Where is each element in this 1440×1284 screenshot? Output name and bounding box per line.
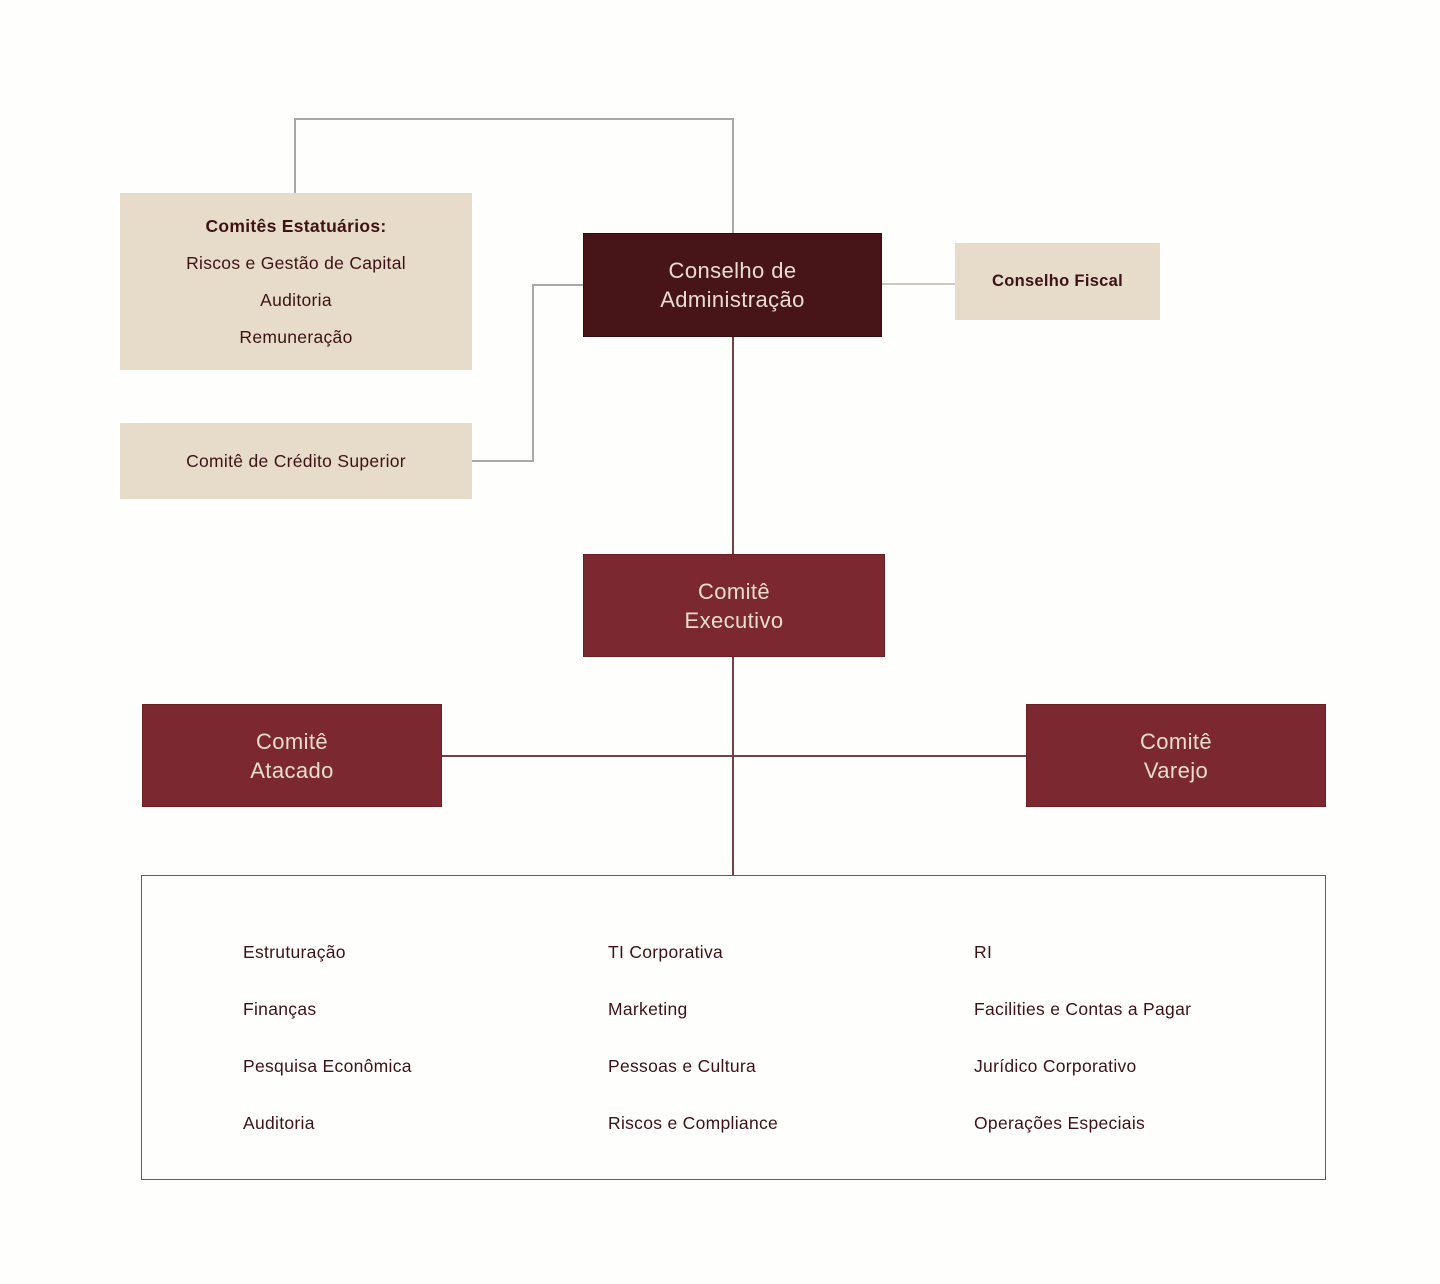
statutory-committee-item: Remuneração (239, 326, 353, 347)
departments-box (141, 875, 1326, 1180)
department-item: Operações Especiais (974, 1113, 1146, 1133)
statutory-committee-item: Auditoria (260, 289, 332, 310)
connector-credit-horizontal-bottom (472, 460, 534, 462)
wholesale-committee-label-line1: Comitê (255, 728, 329, 754)
connector-wholesale-retail (442, 755, 1026, 757)
connector-credit-horizontal-top (532, 284, 583, 286)
department-item: Jurídico Corporativo (974, 1056, 1137, 1076)
executive-committee-label-line2: Executivo (684, 607, 784, 633)
board-of-directors-label-line2: Administração (660, 287, 805, 312)
executive-committee-label-line1: Comitê (697, 578, 771, 604)
connector-executive-to-departments (732, 657, 734, 875)
statutory-committees-box (120, 193, 472, 370)
retail-committee-label-line1: Comitê (1139, 728, 1213, 754)
wholesale-committee-box (142, 704, 442, 807)
connector-board-to-fiscal (882, 283, 956, 285)
fiscal-council-label: Conselho Fiscal (991, 272, 1124, 290)
statutory-committees-title: Comitês Estatuários: (205, 215, 387, 236)
department-item: TI Corporativa (608, 942, 724, 962)
department-item: Finanças (243, 999, 317, 1019)
senior-credit-committee-box (120, 423, 472, 499)
retail-committee-box (1026, 704, 1326, 807)
board-of-directors-label-line1: Conselho de (668, 258, 797, 283)
fiscal-council-box (955, 243, 1160, 320)
connector-statutory-horizontal (294, 118, 734, 120)
department-item: Facilities e Contas a Pagar (974, 999, 1192, 1019)
department-item: RI (974, 942, 993, 962)
board-of-directors-box (583, 233, 882, 337)
department-item: Riscos e Compliance (608, 1113, 779, 1133)
departments-column-3 (974, 924, 1191, 1152)
connector-board-to-executive (732, 337, 734, 554)
connector-credit-vertical (532, 284, 534, 462)
connector-statutory-vertical (294, 118, 296, 195)
departments-column-1 (243, 924, 412, 1152)
executive-committee-box (583, 554, 885, 657)
wholesale-committee-label-line2: Atacado (250, 757, 334, 783)
departments-column-2 (608, 924, 778, 1152)
connector-board-top-vertical (732, 118, 734, 233)
department-item: Estruturação (243, 942, 346, 962)
retail-committee-label-line2: Varejo (1143, 757, 1209, 783)
senior-credit-committee-label: Comitê de Crédito Superior (186, 450, 406, 471)
department-item: Pesquisa Econômica (243, 1056, 412, 1076)
department-item: Marketing (608, 999, 688, 1019)
department-item: Auditoria (243, 1113, 315, 1133)
statutory-committee-item: Riscos e Gestão de Capital (186, 252, 406, 273)
department-item: Pessoas e Cultura (608, 1056, 757, 1076)
